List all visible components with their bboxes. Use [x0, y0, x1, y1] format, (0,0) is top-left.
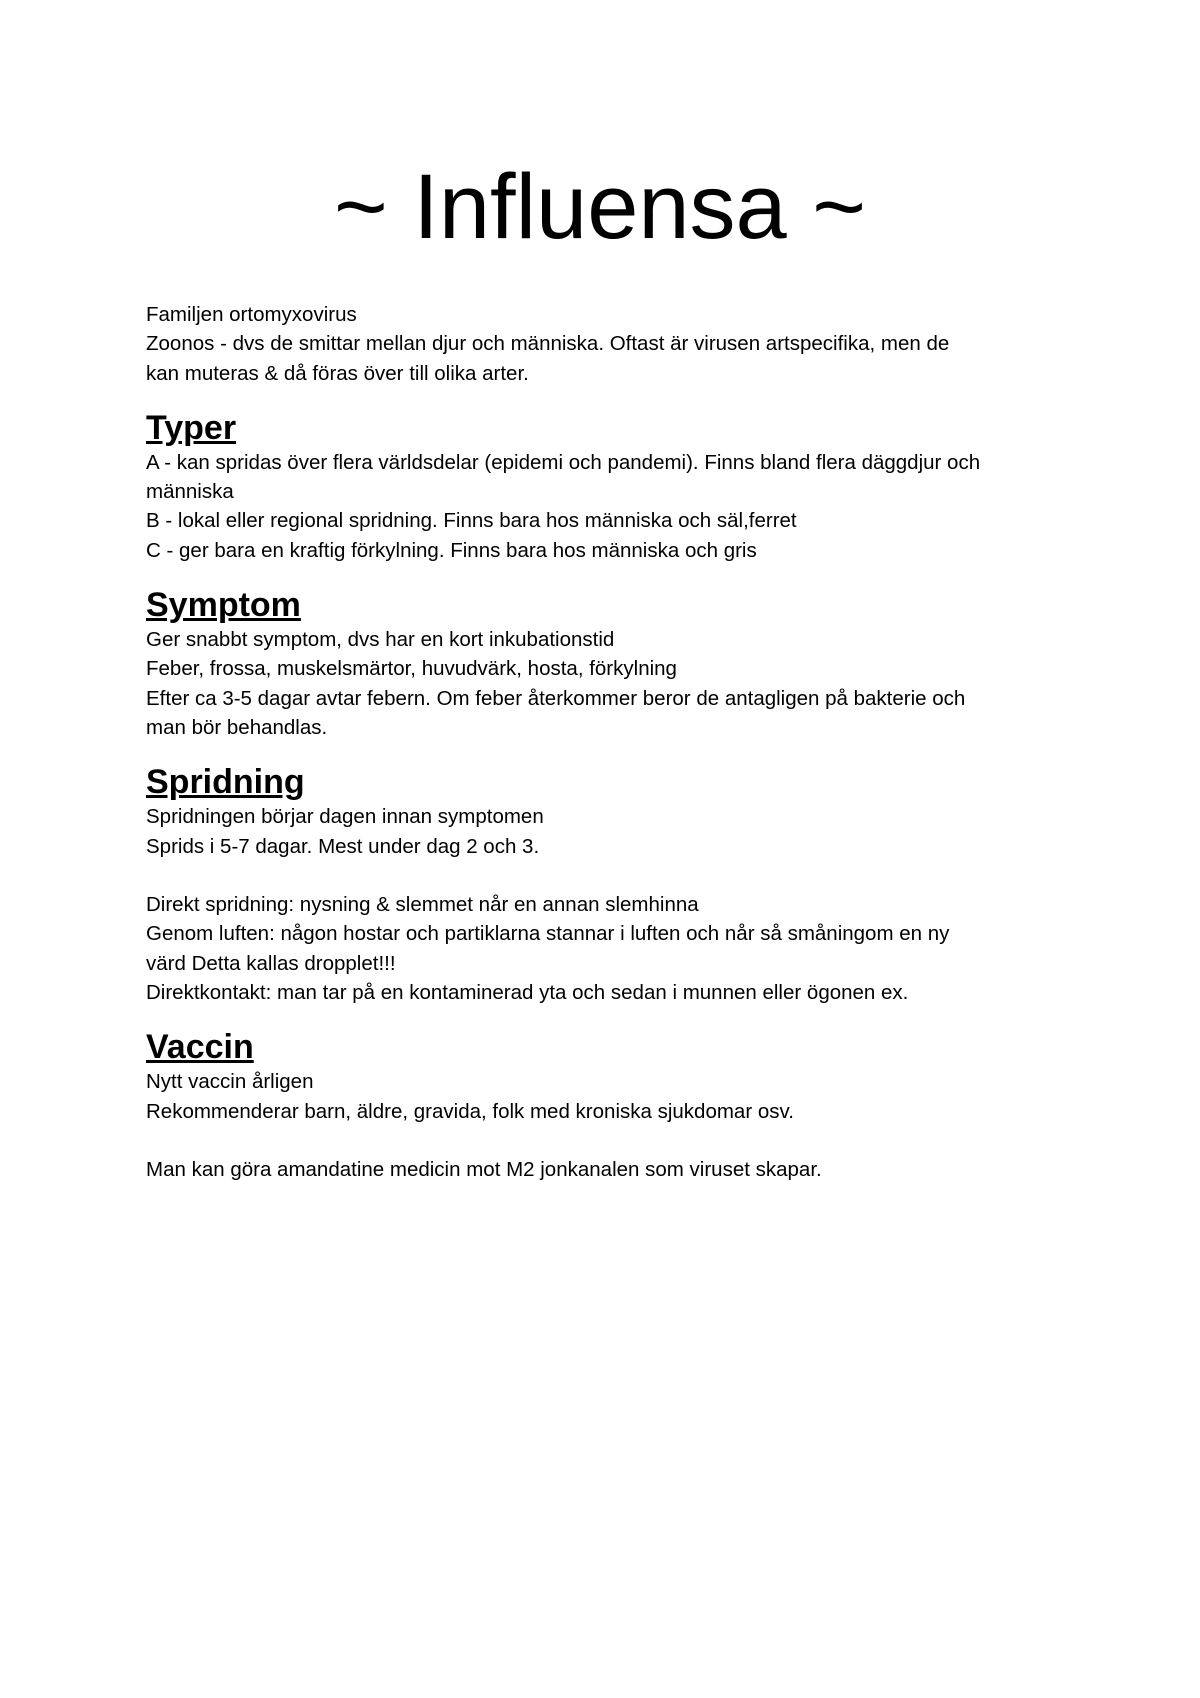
- typer-line: A - kan spridas över flera världsdelar (epidemi och pandemi). Finns bland flera däggdjur och: [146, 450, 981, 474]
- symptom-line: man bör behandlas.: [146, 715, 328, 739]
- intro-line: Familjen ortomyxovirus: [146, 303, 357, 326]
- typer-line: B - lokal eller regional spridning. Finns bara hos människa och säl,ferret: [146, 509, 797, 533]
- intro-block: [146, 300, 1076, 388]
- section-heading-spridning: Spridning: [146, 763, 305, 802]
- section-spridning: [146, 762, 1076, 1007]
- spridning-line: Direktkontakt: man tar på en kontaminerad yta och sedan i munnen eller ögonen ex.: [146, 981, 909, 1005]
- typer-line: C - ger bara en kraftig förkylning. Finns bara hos människa och gris: [146, 538, 757, 562]
- symptom-line: Ger snabbt symptom, dvs har en kort inkubationstid: [146, 628, 615, 652]
- blank-line: [146, 861, 1076, 890]
- section-heading-typer: Typer: [146, 408, 237, 447]
- blank-line: [146, 1126, 1076, 1155]
- typer-line: människa: [146, 480, 234, 504]
- vaccin-line: Rekommenderar barn, äldre, gravida, folk med kroniska sjukdomar osv.: [146, 1099, 794, 1123]
- spridning-line: Direkt spridning: nysning & slemmet når en annan slemhinna: [146, 893, 699, 917]
- symptom-line: Efter ca 3-5 dagar avtar febern. Om feber återkommer beror de antagligen på bakterie och: [146, 686, 966, 710]
- spridning-line: Genom luften: någon hostar och partiklarna stannar i luften och når så småningom en ny: [146, 922, 950, 946]
- spridning-line: Spridningen börjar dagen innan symptomen: [146, 805, 544, 829]
- intro-line: Zoonos - dvs de smittar mellan djur och människa. Oftast är virusen artspecifika, men de: [146, 332, 950, 356]
- document-body: [146, 300, 1076, 1185]
- section-vaccin: [146, 1027, 1076, 1184]
- section-heading-vaccin: Vaccin: [146, 1028, 254, 1067]
- symptom-line: Feber, frossa, muskelsmärtor, huvudvärk, hosta, förkylning: [146, 657, 677, 681]
- section-heading-symptom: Symptom: [146, 586, 301, 625]
- spridning-line: värd Detta kallas dropplet!!!: [146, 951, 396, 975]
- spridning-line: Sprids i 5-7 dagar. Mest under dag 2 och 3.: [146, 834, 540, 858]
- document-title: ~ Influensa ~: [334, 156, 866, 258]
- vaccin-line: Nytt vaccin årligen: [146, 1070, 314, 1094]
- section-symptom: [146, 585, 1076, 742]
- vaccin-line: Man kan göra amandatine medicin mot M2 jonkanalen som viruset skapar.: [146, 1158, 822, 1182]
- intro-line: kan muteras & då föras över till olika arter.: [146, 361, 529, 385]
- section-typer: [146, 408, 1076, 565]
